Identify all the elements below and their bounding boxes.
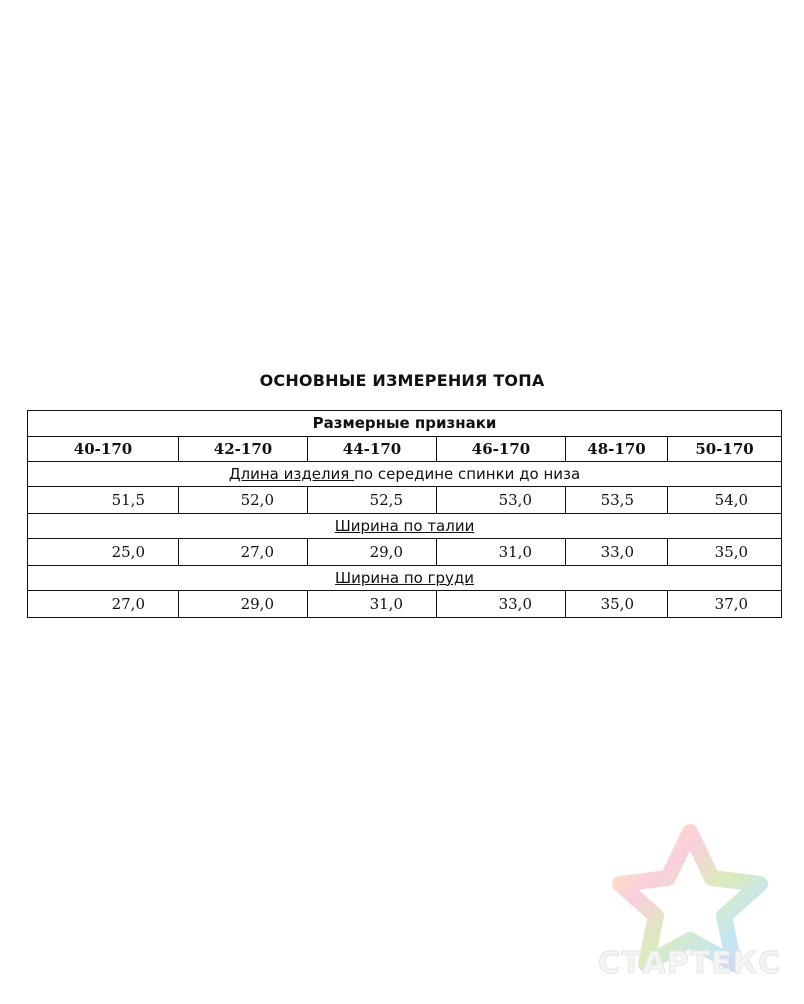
section-label-underlined: Длина изделия bbox=[228, 464, 355, 483]
value-cell: 35,0 bbox=[668, 539, 782, 566]
page-title: ОСНОВНЫЕ ИЗМЕРЕНИЯ ТОПА bbox=[259, 371, 545, 390]
value-cell: 25,0 bbox=[28, 539, 179, 566]
value-cell: 31,0 bbox=[437, 539, 566, 566]
value-cell: 27,0 bbox=[28, 591, 179, 618]
size-cell: 50-170 bbox=[668, 437, 782, 462]
section-label bbox=[28, 566, 782, 591]
section-row-waist bbox=[28, 514, 782, 539]
measurements-table bbox=[27, 410, 782, 618]
table-header: Размерные признаки bbox=[28, 411, 782, 437]
value-cell: 29,0 bbox=[308, 539, 437, 566]
sizes-row bbox=[28, 437, 782, 462]
value-cell: 52,0 bbox=[179, 487, 308, 514]
value-cell: 33,0 bbox=[437, 591, 566, 618]
value-cell: 51,5 bbox=[28, 487, 179, 514]
section-row-length bbox=[28, 462, 782, 487]
value-cell: 31,0 bbox=[308, 591, 437, 618]
size-cell: 40-170 bbox=[28, 437, 179, 462]
section-label-rest: по середине спинки до низа bbox=[354, 464, 581, 483]
value-cell: 27,0 bbox=[179, 539, 308, 566]
value-cell: 33,0 bbox=[566, 539, 668, 566]
size-cell: 46-170 bbox=[437, 437, 566, 462]
values-row-waist bbox=[28, 539, 782, 566]
section-label bbox=[28, 462, 782, 487]
section-label bbox=[28, 514, 782, 539]
values-row-chest bbox=[28, 591, 782, 618]
value-cell: 52,5 bbox=[308, 487, 437, 514]
value-cell: 53,0 bbox=[437, 487, 566, 514]
table-header-row bbox=[28, 411, 782, 437]
section-label-underlined: Ширина по груди bbox=[335, 568, 475, 587]
value-cell: 54,0 bbox=[668, 487, 782, 514]
value-cell: 53,5 bbox=[566, 487, 668, 514]
size-cell: 42-170 bbox=[179, 437, 308, 462]
section-label-underlined: Ширина по талии bbox=[334, 516, 475, 535]
section-row-chest bbox=[28, 566, 782, 591]
watermark-text: СТАРТЕКС bbox=[598, 946, 782, 981]
size-cell: 48-170 bbox=[566, 437, 668, 462]
value-cell: 35,0 bbox=[566, 591, 668, 618]
value-cell: 29,0 bbox=[179, 591, 308, 618]
value-cell: 37,0 bbox=[668, 591, 782, 618]
values-row-length bbox=[28, 487, 782, 514]
size-cell: 44-170 bbox=[308, 437, 437, 462]
